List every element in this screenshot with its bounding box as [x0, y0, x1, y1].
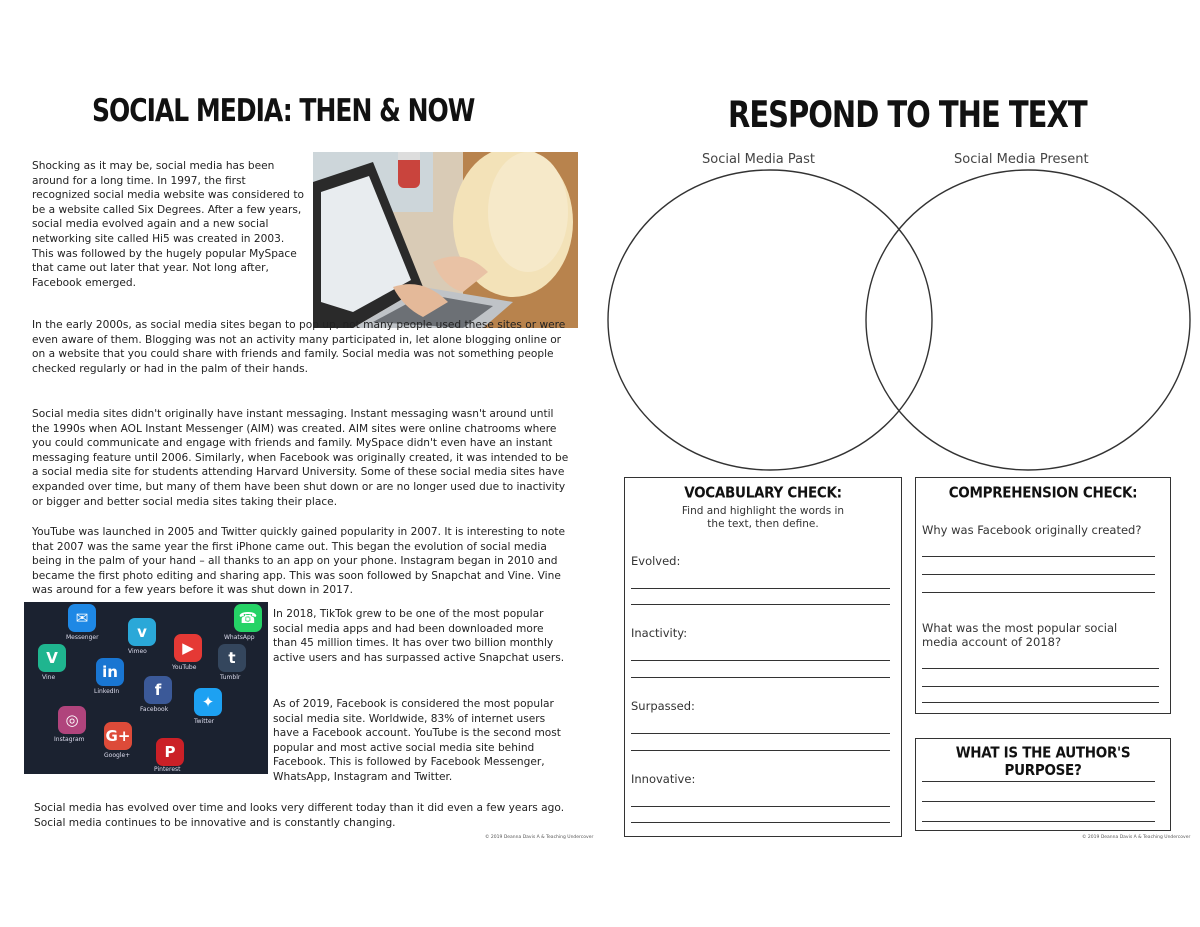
- laptop-photo: [313, 152, 578, 328]
- pinterest-icon: P: [156, 738, 184, 766]
- app-label: WhatsApp: [224, 634, 255, 641]
- app-label: Vimeo: [128, 648, 147, 655]
- app-label: Pinterest: [154, 766, 181, 773]
- googleplus-icon: G+: [104, 722, 132, 750]
- app-label: Google+: [104, 752, 131, 759]
- answer-line[interactable]: [922, 592, 1155, 593]
- right-credit: © 2019 Deanna Davis A & Teaching Undercover: [1082, 835, 1191, 840]
- answer-line[interactable]: [631, 806, 890, 807]
- social-apps-photo: [24, 602, 268, 774]
- answer-line[interactable]: [631, 588, 890, 589]
- answer-line[interactable]: [631, 750, 890, 751]
- vocab-word-surpassed: Surpassed:: [631, 699, 695, 713]
- answer-line[interactable]: [922, 821, 1155, 822]
- app-label: LinkedIn: [94, 688, 120, 695]
- venn-left-label: Social Media Past: [702, 152, 815, 167]
- venn-left-circle: [608, 170, 932, 470]
- left-page-title: SOCIAL MEDIA: THEN & NOW: [92, 92, 475, 129]
- app-label: Messenger: [66, 634, 99, 641]
- tumblr-icon: t: [218, 644, 246, 672]
- left-credit: © 2019 Deanna Davis A & Teaching Undercover: [485, 835, 594, 840]
- app-label: Tumblr: [220, 674, 241, 681]
- venn-diagram: [600, 165, 1200, 475]
- app-label: Facebook: [140, 706, 169, 713]
- vocabulary-heading: VOCABULARY CHECK:: [684, 484, 842, 502]
- vine-icon: V: [38, 644, 66, 672]
- messenger-icon: ✉: [68, 604, 96, 632]
- answer-line[interactable]: [922, 781, 1155, 782]
- answer-line[interactable]: [922, 702, 1159, 703]
- vocab-word-innovative: Innovative:: [631, 772, 696, 786]
- vimeo-icon: v: [128, 618, 156, 646]
- facebook-icon: f: [144, 676, 172, 704]
- comprehension-question-2: What was the most popular social media account of 2018?: [922, 621, 1118, 649]
- comprehension-check-box: [915, 477, 1171, 714]
- paragraph-3: Social media sites didn't originally have instant messaging. Instant messaging wasn't around until the 1990s when AOL Instant Messenger (AIM) was created. AIM sites were online chatrooms where you could communicate and engage with friends and family. MySpace didn't even have an instant messaging feature until 2006. Similarly, when Facebook was originally created, it was intended to be a social media site for students attending Harvard University. Some of these social media sites have expanded over time, but many of them have been shut down or are no longer used due to inactivity or bigger and better social media sites taking their place.: [32, 408, 569, 508]
- vocabulary-check-box: [624, 477, 902, 837]
- vocab-word-evolved: Evolved:: [631, 554, 681, 568]
- answer-line[interactable]: [631, 822, 890, 823]
- author-purpose-box: [915, 738, 1171, 831]
- author-purpose-heading: WHAT IS THE AUTHOR'S PURPOSE?: [955, 744, 1131, 780]
- right-page-title: RESPOND TO THE TEXT: [728, 93, 1087, 136]
- linkedin-icon: in: [96, 658, 124, 686]
- vocab-word-inactivity: Inactivity:: [631, 626, 688, 640]
- comprehension-question-1: Why was Facebook originally created?: [922, 523, 1142, 537]
- whatsapp-icon: ☎: [234, 604, 262, 632]
- vocabulary-instructions: Find and highlight the words in the text, then define.: [681, 505, 845, 530]
- paragraph-4: YouTube was launched in 2005 and Twitter quickly gained popularity in 2007. It is interesting to note that 2007 was the same year the first iPhone came out. This began the evolution of social media being in the palm of your hand – all thanks to an app on your phone. Instagram began in 2010 and became the first photo editing and sharing app. This was soon followed by Snapchat and Vine. Vine was around for a few years before it was shut down in 2017.: [32, 526, 566, 597]
- answer-line[interactable]: [631, 660, 890, 661]
- app-label: Vine: [42, 674, 56, 681]
- answer-line[interactable]: [922, 556, 1155, 557]
- venn-right-label: Social Media Present: [954, 152, 1089, 167]
- answer-line[interactable]: [922, 686, 1159, 687]
- answer-line[interactable]: [631, 677, 890, 678]
- answer-line[interactable]: [922, 801, 1155, 802]
- paragraph-2: In the early 2000s, as social media sites began to pop up, not many people used these sites or were even aware of them. Blogging was not an activity many participated in, let alone blogging online or on a website that you could share with friends and family. Social media was not something people checked regularly or had in the palm of their hands.: [32, 319, 566, 375]
- paragraph-5: In 2018, TikTok grew to be one of the most popular social media apps and had been downloaded more than 45 million times. It has over two billion monthly active users and has surpassed active Snapchat users.: [273, 608, 565, 664]
- twitter-icon: ✦: [194, 688, 222, 716]
- answer-line[interactable]: [631, 604, 890, 605]
- paragraph-7: Social media has evolved over time and looks very different today than it did even a few years ago. Social media continues to be innovative and is constantly changing.: [34, 802, 565, 829]
- answer-line[interactable]: [631, 733, 890, 734]
- instagram-icon: ◎: [58, 706, 86, 734]
- app-label: Twitter: [194, 718, 215, 725]
- comprehension-heading: COMPREHENSION CHECK:: [948, 484, 1138, 502]
- paragraph-1: Shocking as it may be, social media has been around for a long time. In 1997, the first recognized social media website was considered to be a website called Six Degrees. After a few years, social media evolved again and a new social networking site called Hi5 was created in 2003. This was followed by the hugely popular MySpace that came out later that year. Not long after, Facebook emerged.: [32, 160, 304, 289]
- paragraph-6: As of 2019, Facebook is considered the most popular social media site. Worldwide, 83% of internet users have a Facebook account. YouTube is the second most popular and most active social media site behind Facebook. This is followed by Facebook Messenger, WhatsApp, Instagram and Twitter.: [273, 698, 561, 783]
- app-label: Instagram: [54, 736, 85, 743]
- answer-line[interactable]: [922, 574, 1155, 575]
- app-label: YouTube: [172, 664, 197, 671]
- youtube-icon: ▶: [174, 634, 202, 662]
- answer-line[interactable]: [922, 668, 1159, 669]
- venn-right-circle: [866, 170, 1190, 470]
